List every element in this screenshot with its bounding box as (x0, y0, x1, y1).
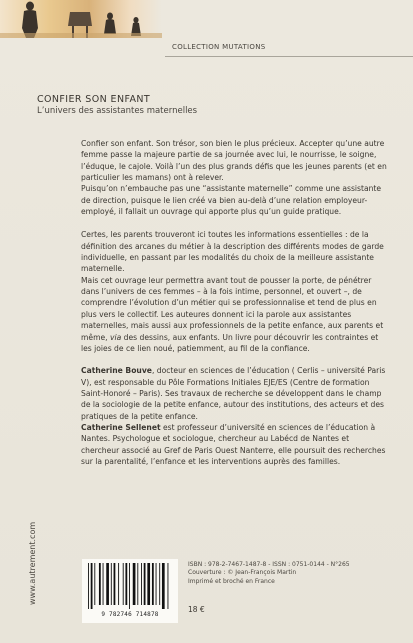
print-info: Imprimé et broché en France (188, 577, 275, 585)
silhouette-illustration (0, 0, 162, 38)
barcode-digits: 9 782746 714878 (101, 611, 159, 618)
author-bio-2 (81, 422, 389, 467)
collection-label: COLLECTION MUTATIONS (172, 43, 266, 51)
author-1-text: , docteur en sciences de l’éducation ( Cerlis – université Paris V), est responsable du Pôle Formations Initiales EJE/ES (Centre de formation Saint-Honoré – Paris). Ses travaux de recherche se développent dans le champ de la sociologie de la petite enfance, autour des institutions, des acteurs et des pratiques de la petite enfance. (81, 366, 386, 421)
blurb-paragraph-4 (81, 275, 389, 354)
author-1-name: Catherine Bouve (81, 366, 152, 376)
blurb-paragraph-4a: Mais cet ouvrage leur permettra avant tout de pousser la porte, de pénétrer dans l’univers de ces femmes – à la fois intime, personnel, et ouvert –, de comprendre l’évolution d’un métier qui se professionnalise et tend de plus en plus vers le collectif. Les auteures donnent ici la parole aux assistantes maternelles, mais aussi aux professionnels de la petite enfance, aux parents et même, (81, 275, 384, 342)
blurb-paragraph-1: Confier son enfant. Son trésor, son bien le plus précieux. Accepter qu’une autre femme passe la majeure partie de sa journée avec lui, le nourrisse, le soigne, l’éduque, le cajole. Voilà l’un des plus grands défis que les jeunes parents (et en particulier les mamans) ont à relever. (81, 139, 387, 183)
publisher-website: www.autrement.com (28, 521, 37, 605)
price: 18 € (188, 605, 205, 614)
cover-photo-strip (0, 0, 162, 38)
book-title: CONFIER SON ENFANT (37, 94, 151, 105)
blurb-paragraph-2: Puisqu’on n’embauche pas une “assistante maternelle” comme une assistante de direction, puisque le lien créé va bien au-delà d’une relation employeur-employé, il fallait un ouvrage qui apporte plus qu’un guide pratique. (81, 184, 382, 217)
author-bio-1 (81, 365, 389, 422)
blurb-paragraph-3: Certes, les parents trouveront ici toutes les informations essentielles : de la définition des arcanes du métier à la description des différents modes de garde individuelle, en passant par les modalités du choix de la meilleure assistante maternelle. (81, 230, 384, 274)
isbn-barcode (82, 559, 178, 623)
collection-divider (165, 56, 413, 57)
publication-info (188, 561, 350, 586)
author-2-name: Catherine Sellenet (81, 422, 161, 432)
blurb-via: via (109, 332, 122, 342)
blurb-paragraph-4b: des dessins, aux enfants. Un livre pour découvrir les contraintes et les joies de ce lien noué, patiemment, au fil de la confiance. (81, 332, 379, 353)
book-subtitle: L’univers des assistantes maternelles (37, 106, 198, 116)
barcode-bars (86, 563, 174, 609)
cover-credit: Couverture : © Jean-François Martin (188, 569, 297, 577)
author-2-text: est professeur d’université en sciences de l’éducation à Nantes. Psychologue et sociologue, chercheur au Labécd de Nantes et chercheur associé au Gref de Paris Ouest Nanterre, elle poursuit des recherches sur la parentalité, l’enfance et les interventions auprès des familles. (81, 422, 386, 466)
isbn-issn-line: ISBN : 978-2-7467-1487-8 - ISSN : 0751-0144 - N°265 (188, 561, 350, 568)
back-cover-text (81, 138, 389, 467)
